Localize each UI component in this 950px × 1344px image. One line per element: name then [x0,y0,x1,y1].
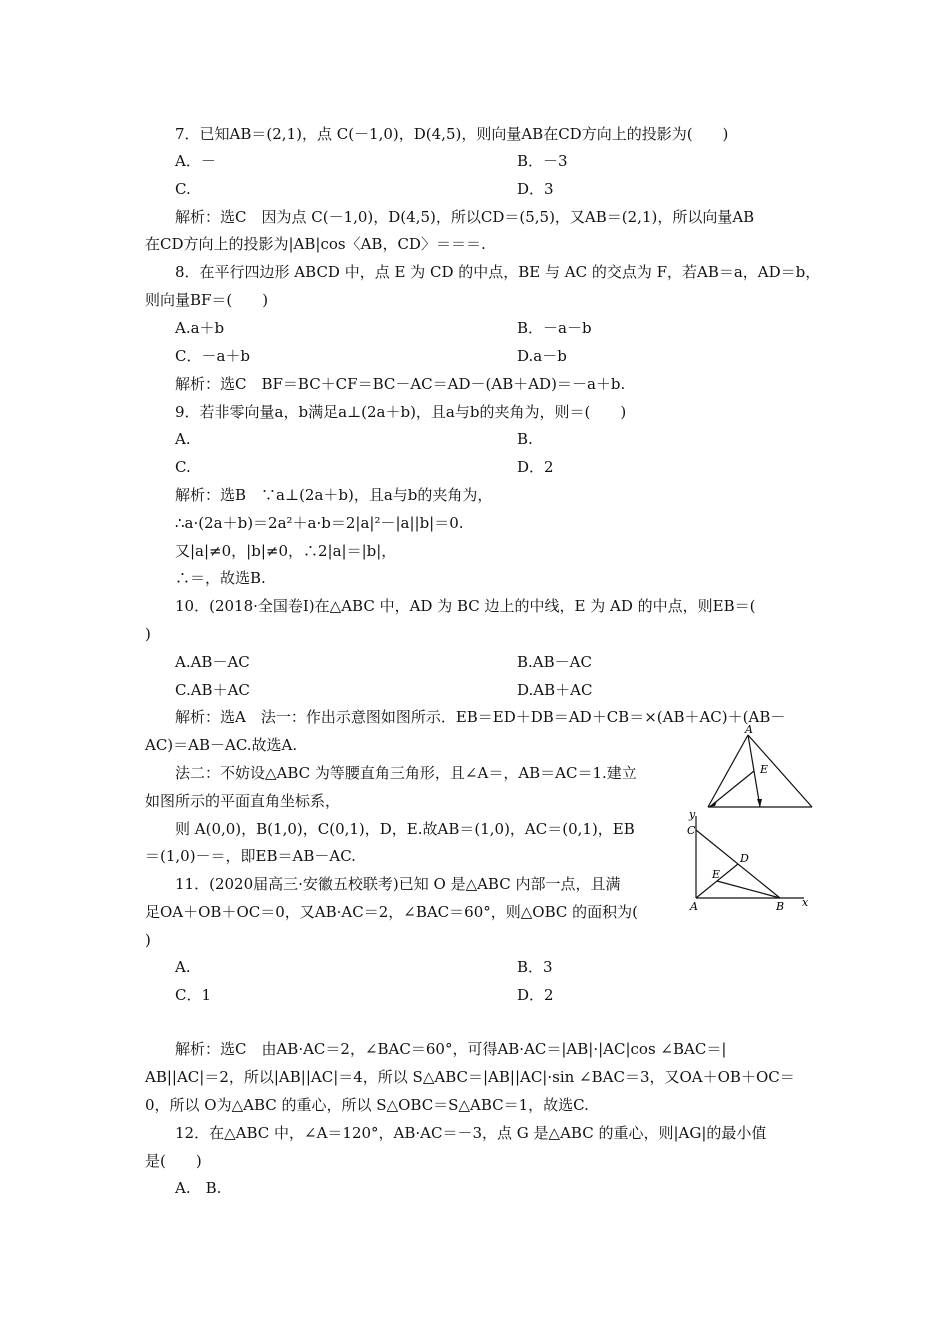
fig2-label-x: x [802,896,809,909]
q10-option-d: D.AB＋AC [517,681,593,699]
q9-option-d: D．2 [517,458,554,476]
q10-option-c: C.AB＋AC [175,681,250,699]
fig1-label-e: E [760,763,769,776]
fig2-label-a: A [690,900,698,910]
q8-stem-1: 8．在平行四边形 ABCD 中，点 E 为 CD 的中点，BE 与 AC 的交点为 F，若AB＝a，AD＝b， [175,263,821,281]
q9-solution-1: 解析：选B ∵a⊥(2a＋b)，且a与b的夹角为， [175,486,493,504]
q9-solution-4: ∴＝，故选B. [175,569,266,587]
fig2-label-y: y [689,808,696,821]
q11-option-d: D．2 [517,986,554,1004]
q7-solution-2: 在CD方向上的投影为|AB|cos〈AB，CD〉＝＝＝. [145,235,486,253]
side-ab [708,735,748,807]
q9-solution-2: ∴a·(2a＋b)＝2a²＋a·b＝2|a|²－|a||b|＝0. [175,514,464,532]
q9-option-a: A. [175,430,191,448]
q7-option-d: D．3 [517,180,554,198]
q10-solution-2: AC)＝AB－AC.故选A. [145,736,298,754]
q10-stem-2: ) [145,625,151,643]
q11-solution-3: 0，所以 O为△ABC 的重心，所以 S△OBC＝S△ABC＝1，故选C. [145,1096,589,1114]
q7-option-b: B．－3 [517,152,568,170]
q7-solution-1: 解析：选C 因为点 C(－1,0)，D(4,5)，所以CD＝(5,5)，又AB＝(2,1)，所以向量AB [175,208,755,226]
fig2-label-d: D [740,852,749,865]
q12-options: A. B. [175,1179,222,1197]
q12-stem-1: 12．在△ABC 中，∠A＝120°，AB·AC＝－3，点 G 是△ABC 的重心，则|AG|的最小值 [175,1124,767,1142]
fig2-label-b: B [776,900,785,910]
q11-stem-1: 11．(2020届高三·安徽五校联考)已知 O 是△ABC 内部一点，且满 [175,875,621,893]
q11-option-a: A. [175,958,191,976]
triangle-figure [700,725,820,815]
q8-option-b: B．－a－b [517,319,592,337]
fig2-label-c: C [687,824,696,837]
q11-option-b: B．3 [517,958,553,976]
q8-option-d: D.a－b [517,347,567,365]
q7-stem: 7．已知AB＝(2,1)，点 C(－1,0)，D(4,5)，则向量AB在CD方向上的投影为( ) [175,125,729,143]
q8-option-a: A.a＋b [175,319,225,337]
coordinate-figure [686,808,816,910]
q8-option-c: C．－a＋b [175,347,251,365]
q9-option-c: C. [175,458,191,476]
q11-option-c: C．1 [175,986,212,1004]
fig1-label-a: A [745,725,753,736]
q10-stem-1: 10．(2018·全国卷Ⅰ)在△ABC 中，AD 为 BC 边上的中线，E 为 AD 的中点，则EB＝( [175,597,756,615]
q11-solution-2: AB||AC|＝2，所以|AB||AC|＝4，所以 S△ABC＝|AB||AC|·sin ∠BAC＝3，又OA＋OB＋OC＝ [145,1068,795,1086]
q10-solution-3: 法二：不妨设△ABC 为等腰直角三角形，且∠A＝，AB＝AC＝1.建立 [175,764,637,782]
q8-solution: 解析：选C BF＝BC＋CF＝BC－AC＝AD－(AB＋AD)＝－a＋b. [175,375,626,393]
fig2-label-e: E [712,868,721,881]
q11-stem-3: ) [145,931,151,949]
q12-stem-2: 是( ) [145,1152,202,1170]
q10-solution-5: 则 A(0,0)，B(1,0)，C(0,1)，D，E.故AB＝(1,0)，AC＝(0,1)，EB [175,820,635,838]
q11-stem-2: 足OA＋OB＋OC＝0，又AB·AC＝2，∠BAC＝60°，则△OBC 的面积为( [145,903,638,921]
q9-option-b: B. [517,430,533,448]
q10-solution-6: ＝(1,0)－＝，即EB＝AB－AC. [145,847,356,865]
q7-option-c: C. [175,180,191,198]
q10-option-b: B.AB－AC [517,653,592,671]
q10-option-a: A.AB－AC [175,653,250,671]
q11-solution-1: 解析：选C 由AB·AC＝2，∠BAC＝60°，可得AB·AC＝|AB|·|AC|cos ∠BAC＝| [175,1040,727,1058]
q9-solution-3: 又|a|≠0，|b|≠0，∴2|a|＝|b|， [175,542,397,560]
q8-stem-2: 则向量BF＝( ) [145,291,269,309]
q9-stem: 9．若非零向量a，b满足a⊥(2a＋b)，且a与b的夹角为，则＝( ) [175,403,627,421]
q10-solution-1: 解析：选A 法一：作出示意图如图所示．EB＝ED＋DB＝AD＋CB＝×(AB＋AC)＋(AB－ [175,708,786,726]
q7-option-a: A．－ [175,152,216,170]
q10-solution-4: 如图所示的平面直角坐标系， [145,792,341,810]
segment-eb [717,881,780,898]
